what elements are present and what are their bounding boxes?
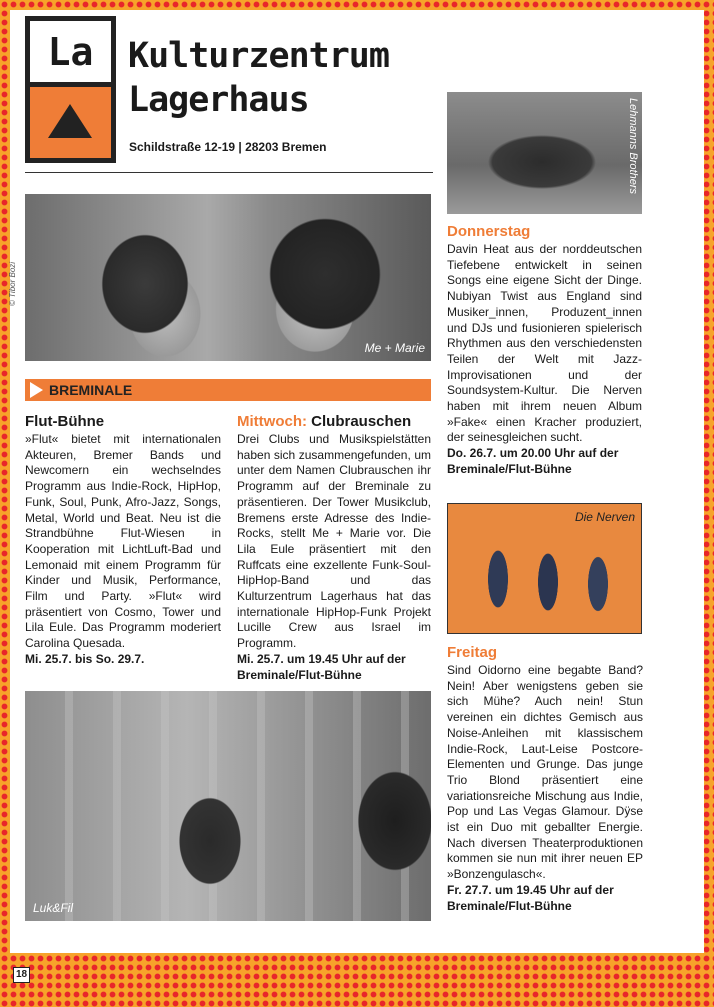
article-heading: Mittwoch: Clubrauschen <box>237 413 412 430</box>
photo-lehmanns-brothers <box>447 92 642 214</box>
event-date: Do. 26.7. um 20.00 Uhr auf der Breminale/Flut-Bühne <box>447 446 619 476</box>
article-heading: Flut-Bühne <box>25 413 105 430</box>
triangle-icon <box>48 104 92 138</box>
section-label: BREMINALE <box>49 382 133 398</box>
photo-caption: Lehmanns Brothers <box>627 98 639 194</box>
logo-text: La <box>30 21 111 87</box>
page-number: 18 <box>13 967 30 983</box>
photo-caption: Luk&Fil <box>33 901 74 915</box>
divider <box>25 172 433 173</box>
page-title: Kulturzentrum Lagerhaus <box>128 36 389 120</box>
article-body: Sind Oidorno eine begabte Band? Nein! Aber wenigstens geben sie sich Mühe? Auch nein! Stun vereinen ein dichtes Gemisch aus Noise-Anleihen mit klassischem Indie-Rock, Laut-Leise Postcore-Elementen und Grunge. Das junge Trio Blond präsentiert eine variationsreiche Mischung aus Indie, Pop und Las Vegas Glamour. Dÿse ist ein Duo mit geballter Energie. Nach diversen Theaterproduktionen kommen sie nun mit ihrer neuen EP »Bonzengulasch«. <box>447 663 643 882</box>
photo-me-marie <box>25 194 431 361</box>
photo-luk-fil <box>25 691 431 921</box>
photo-caption: Die Nerven <box>574 510 635 524</box>
day-label: Mittwoch: <box>237 413 307 430</box>
article-heading: Donnerstag <box>447 223 531 240</box>
photo-caption: Me + Marie <box>364 341 425 355</box>
article-body: Davin Heat aus der norddeutschen Tiefebene entwickelt in seinen Songs eine eigene Sicht der Dinge. Nubiyan Twist aus England sind Musiker_innen, Produzent_innen und DJs und fusionieren spielerisch Rhythmen aus den verschiedensten Teilen der Welt mit Jazz-Improvisationen und der Soundsystem-Kultur. Die Nerven haben mit ihrem neuen Album »Fake« einen Kracher produziert, der seinesgleichen sucht. <box>447 242 642 445</box>
event-date: Mi. 25.7. um 19.45 Uhr auf der Breminale/Flut-Bühne <box>237 651 406 682</box>
article-freitag <box>447 643 643 914</box>
article-heading: Freitag <box>447 644 498 661</box>
lagerhaus-logo <box>25 16 116 163</box>
play-triangle-icon <box>30 382 43 398</box>
section-bar <box>25 379 431 401</box>
event-date: Fr. 27.7. um 19.45 Uhr auf der Breminale/Flut-Bühne <box>447 882 614 913</box>
event-date: Mi. 25.7. bis So. 29.7. <box>25 651 145 666</box>
article-body: »Flut« bietet mit internationalen Akteuren, Bremer Bands und Newcomern ein wechselndes Programm aus Indie-Rock, HipHop, Funk, Soul, Punk, Afro-Jazz, Songs, Metal, World und Beat. Neu ist die Strandbühne Flut-Wiesen in Kooperation mit LichtLuft-Bad und Lemonaid mit einem Programm für Kinder und Musik, Performance, Film und Party. »Flut« wird präsentiert von Cosmo, Tower und Lila Eule. Das Programm moderiert Carolina Quesada. <box>25 432 221 651</box>
article-body: Drei Clubs und Musikspielstätten haben sich zusammengefunden, um unter dem Namen Clubrauschen ihr Programm auf der Breminale zu präsentieren. Der Tower Musikclub, Bremens erste Adresse des Indie-Rocks, stellt Me + Marie vor. Die Lila Eule präsentiert mit den Ruffcats eine exzellente Funk-Soul-HipHop-Band und das Kulturzentrum Lagerhaus hat das internationale HipHop-Funk Projekt Lucille Crew aus Israel im Programm. <box>237 432 431 651</box>
photo-die-nerven <box>447 503 642 634</box>
photo-credit: © Tibor Bozi <box>8 261 17 306</box>
venue-address: Schildstraße 12-19 | 28203 Bremen <box>129 140 327 154</box>
article-donnerstag <box>447 222 642 478</box>
article-mittwoch <box>237 412 431 683</box>
article-flut-buehne <box>25 412 221 668</box>
